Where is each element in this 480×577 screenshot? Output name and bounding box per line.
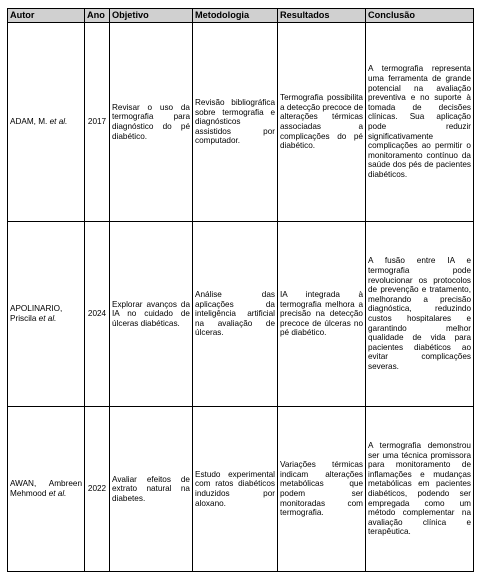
header-ano: Ano (85, 9, 110, 23)
cell-ano: 2022 (85, 407, 110, 572)
cell-resultados: Termografia possibilita a detecção precoce de alterações térmicas associadas a complicações do pé diabético. (278, 23, 366, 222)
header-metodologia: Metodologia (193, 9, 278, 23)
cell-resultados: Variações térmicas indicam alterações metabólicas que podem ser monitoradas com termografia. (278, 407, 366, 572)
author-et-al: et al. (38, 314, 57, 323)
cell-objetivo: Revisar o uso da termografia para diagnóstico do pé diabético. (110, 23, 193, 222)
cell-autor (8, 222, 85, 407)
cell-resultados: IA integrada à termografia melhora a precisão na detecção precoce de úlceras no pé diabético. (278, 222, 366, 407)
table-row (8, 407, 474, 572)
cell-metodologia: Análise das aplicações da inteligência artificial na avaliação de úlceras. (193, 222, 278, 407)
cell-objetivo: Explorar avanços da IA no cuidado de úlceras diabéticas. (110, 222, 193, 407)
author-et-al: et al. (48, 489, 67, 498)
cell-ano: 2024 (85, 222, 110, 407)
cell-conclusao: A termografia demonstrou ser uma técnica promissora para monitoramento de inflamações e mudanças metabólicas em pacientes diabéticos, podendo ser empregada como um método complementar na avaliação clínica e terapêutica. (366, 407, 474, 572)
table-row (8, 23, 474, 222)
author-name: AWAN, Ambreen Mehmood (10, 479, 82, 498)
table-row (8, 222, 474, 407)
cell-ano: 2017 (85, 23, 110, 222)
cell-autor (8, 407, 85, 572)
author-et-al: et al. (49, 117, 68, 127)
cell-metodologia: Estudo experimental com ratos diabéticos induzidos por aloxano. (193, 407, 278, 572)
author-name: APOLINARIO, Priscila (10, 304, 63, 323)
cell-conclusao: A termografia representa uma ferramenta de grande potencial na avaliação preventiva e no suporte à tomada de decisões clínicas. Sua aplicação pode reduzir significativamente complicações ao permitir o monitoramento contínuo da saúde dos pés de pacientes diabéticos. (366, 23, 474, 222)
literature-table (7, 8, 474, 572)
cell-conclusao: A fusão entre IA e termografia pode revolucionar os protocolos de prevenção e tratamento, melhorando a precisão diagnóstica, reduzindo custos hospitalares e garantindo melhor qualidade de vida para pacientes diabéticos ao evitar complicações severas. (366, 222, 474, 407)
header-resultados: Resultados (278, 9, 366, 23)
header-objetivo: Objetivo (110, 9, 193, 23)
header-row (8, 9, 474, 23)
cell-autor (8, 23, 85, 222)
header-autor: Autor (8, 9, 85, 23)
header-conclusao: Conclusão (366, 9, 474, 23)
author-name: ADAM, M. (10, 117, 48, 127)
cell-metodologia: Revisão bibliográfica sobre termografia e diagnósticos assistidos por computador. (193, 23, 278, 222)
cell-objetivo: Avaliar efeitos de extrato natural na diabetes. (110, 407, 193, 572)
